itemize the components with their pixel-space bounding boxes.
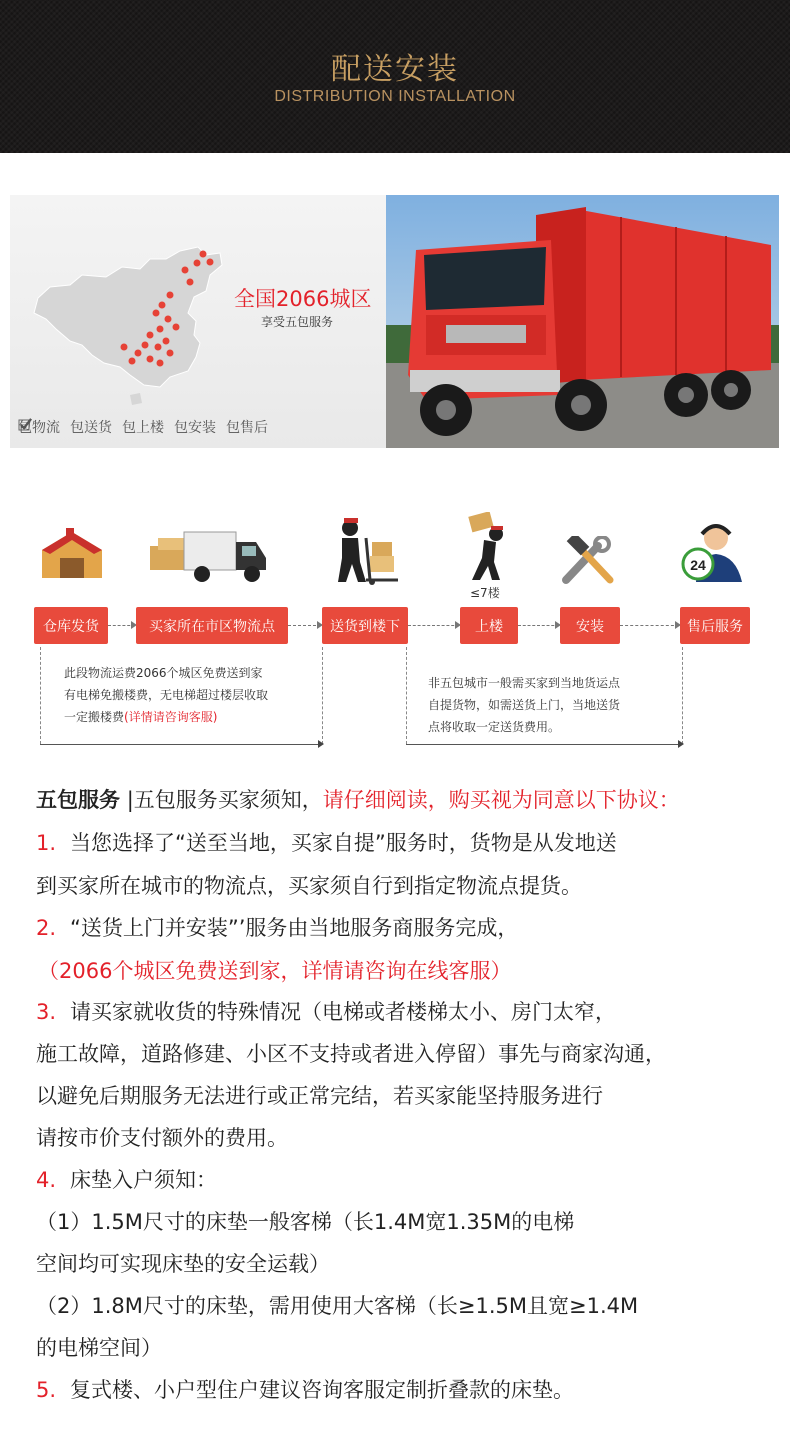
carry-upstairs-icon [460, 512, 516, 584]
notice-item-5: 5. 复式楼、小户型住户建议咨询客服定制折叠款的床垫。 [36, 1378, 574, 1402]
checkbox-icon [18, 417, 33, 432]
coverage-headline: 全国2066城区 [234, 287, 372, 311]
hand-truck-worker-icon [326, 518, 402, 586]
flow-connector [408, 625, 459, 626]
bracket-line [406, 647, 407, 744]
service-checklist [18, 417, 268, 437]
check-item: 包物流 [18, 417, 60, 437]
check-item: 包售后 [226, 417, 268, 437]
free-delivery-note: 此段物流运费2066个城区免费送到家 有电梯免搬楼费，无电梯超过楼层收取 一定搬楼费(详情请咨询客服) [64, 666, 269, 724]
notice-item-3-cont: 以避免后期服务无法进行或正常完结，若买家能坚持服务进行 [36, 1084, 603, 1108]
step-logistics-point: 买家所在市区物流点 [136, 607, 288, 644]
flow-arrow [678, 740, 684, 748]
notice-item-2: 2. “送货上门并安装”’服务由当地服务商服务完成， [36, 916, 519, 940]
coverage-map-panel [10, 195, 386, 448]
notice-item-1: 1. 当您选择了“送至当地，买家自提”服务时，货物是从发地送 [36, 831, 617, 855]
notice-item-4-cont: （2）1.8M尺寸的床垫，需用使用大客梯（长≥1.5M且宽≥1.4M [36, 1294, 639, 1318]
step-upstairs: 上楼 [460, 607, 518, 644]
non-covered-city-note: 非五包城市一般需买家到当地货运点 自提货物，如需送货上门，当地送货 点将收取一定送货费用。 [428, 676, 621, 734]
floor-limit-label: ≤7楼 [470, 586, 500, 600]
step-after-sales: 售后服务 [680, 607, 750, 644]
truck-icon [386, 195, 779, 448]
section-subtitle: DISTRIBUTION INSTALLATION [274, 88, 516, 105]
notice-item-3: 3. 请买家就收货的特殊情况（电梯或者楼梯太小、房门太窄， [36, 1000, 616, 1024]
step-warehouse-dispatch: 仓库发货 [34, 607, 108, 644]
section-title: 配送安装 [331, 52, 459, 87]
flow-connector [620, 625, 679, 626]
bracket-line [322, 647, 323, 744]
page-header [0, 0, 790, 153]
delivery-truck-icon [148, 528, 270, 584]
notice-item-4-cont: （1）1.5M尺寸的床垫一般客梯（长1.4M宽1.35M的电梯 [36, 1210, 575, 1234]
check-item: 包安装 [174, 417, 216, 437]
bracket-line [40, 647, 41, 744]
notice-heading: 五包服务 |五包服务买家须知，请仔细阅读，购买视为同意以下协议： [36, 788, 680, 812]
warehouse-icon [36, 520, 108, 580]
step-delivered-downstairs: 送货到楼下 [322, 607, 408, 644]
notice-item-3-cont: 请按市价支付额外的费用。 [36, 1126, 288, 1150]
tools-icon [558, 536, 620, 586]
flow-arrow [318, 740, 324, 748]
step-installation: 安装 [560, 607, 620, 644]
bracket-line [682, 647, 683, 744]
check-item: 包送货 [70, 417, 112, 437]
notice-item-1-cont: 到买家所在城市的物流点，买家须自行到指定物流点提货。 [36, 874, 582, 898]
notice-item-4-cont: 空间均可实现床垫的安全运载） [36, 1252, 330, 1276]
flow-connector [518, 625, 559, 626]
notice-item-2-cont: （2066个城区免费送到家，详情请咨询在线客服） [38, 959, 512, 983]
delivery-truck-photo [386, 195, 779, 448]
notice-item-4-cont: 的电梯空间） [36, 1336, 162, 1360]
hours-24-label: 24 [690, 557, 706, 573]
notice-item-3-cont: 施工故障，道路修建、小区不支持或者进入停留）事先与商家沟通， [36, 1042, 666, 1066]
bracket-line [40, 744, 322, 745]
check-item: 包上楼 [122, 417, 164, 437]
bracket-line [406, 744, 682, 745]
notice-item-4: 4. 床垫入户须知： [36, 1168, 217, 1192]
coverage-subtext: 享受五包服务 [261, 315, 334, 329]
customer-service-icon [680, 520, 746, 586]
